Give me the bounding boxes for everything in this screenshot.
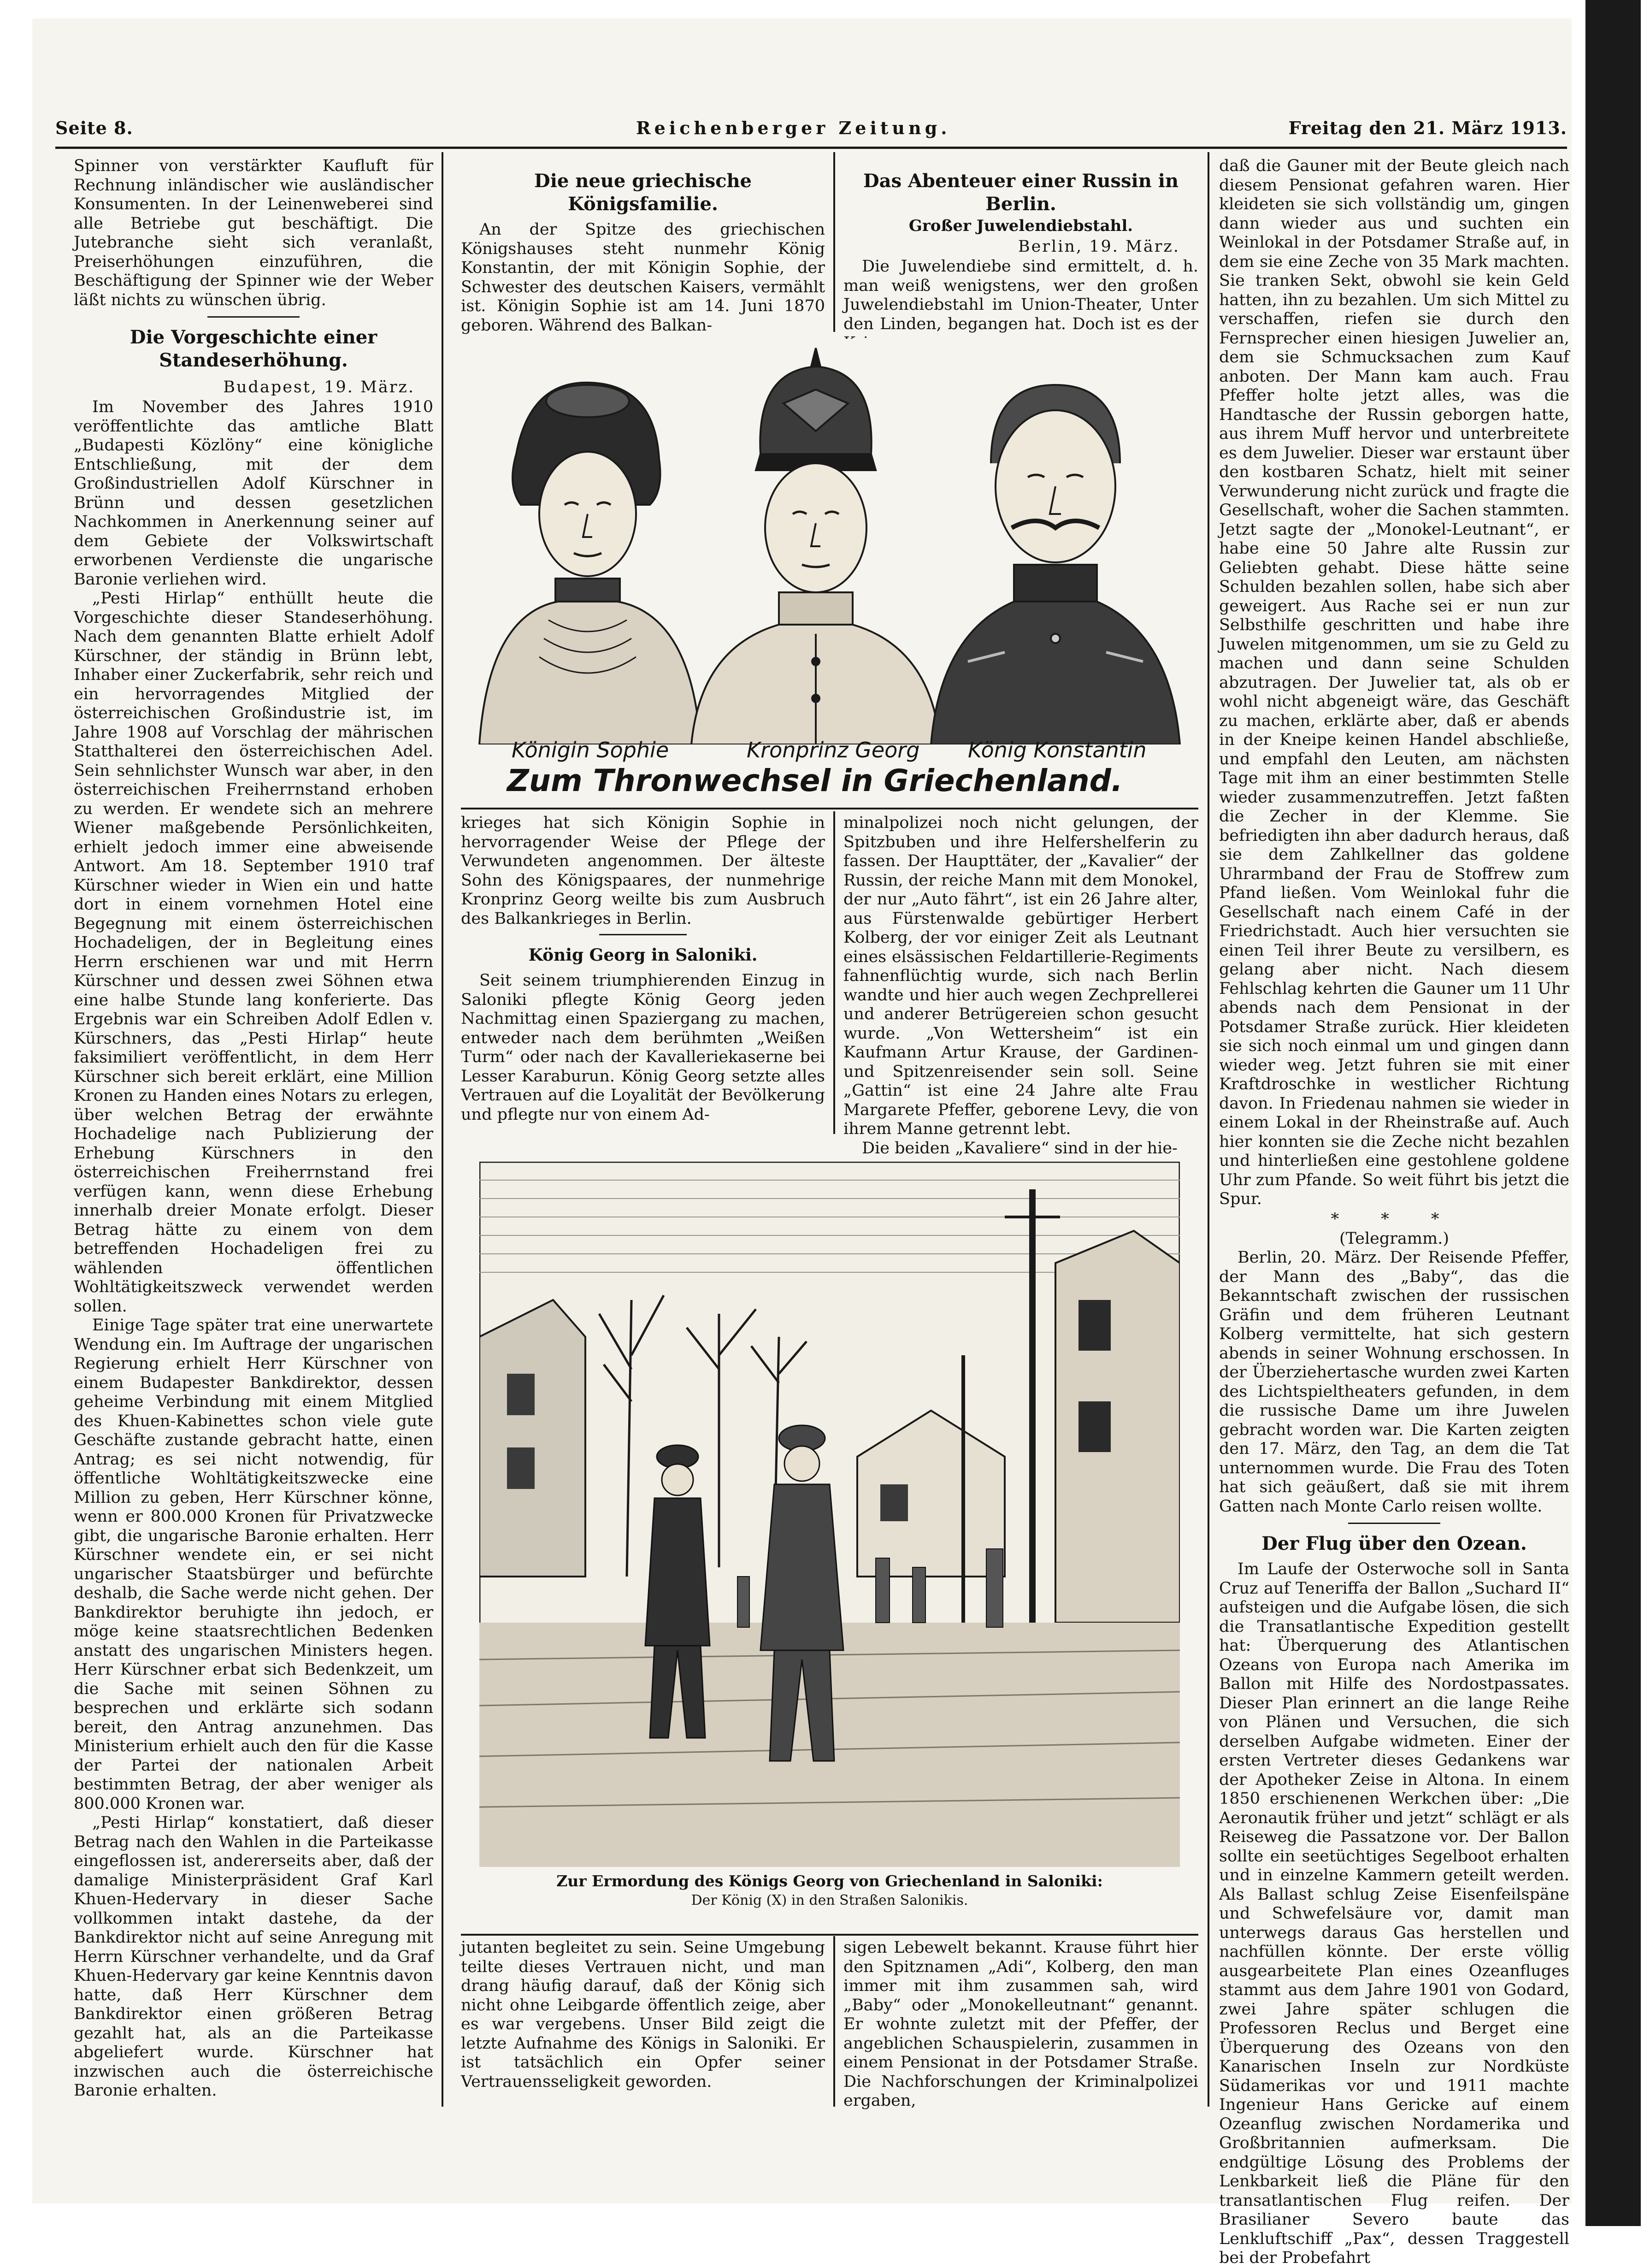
- separator-rule: [207, 316, 300, 318]
- article-paragraph: Die Juwelendiebe sind ermittelt, d. h. man weiß wenigstens, wer den großen Juwelendiebstahl im Union-Theater, Unter den Linden, begangen hat. Doch ist es der: [843, 257, 1198, 333]
- column-rule: [833, 152, 835, 332]
- article-paragraph: Im November des Jahres 1910 veröffentlichte das amtliche Blatt „Budapesti Közlöny“ eine königliche Entschließung, mit der dem Großindustriellen Adolf Kürschner in Brünn und dessen gesetzlichen Nachkommen in Anerkennung seiner auf dem Gebiete der Volkswirtschaft erworbenen Verdienste die ungarische Baronie verliehen wird.: [74, 398, 433, 589]
- article-heading: Die Vorgeschichte einer Standeserhöhung.: [130, 326, 377, 371]
- column-rule: [833, 1936, 835, 2107]
- column-rule: [1208, 152, 1209, 2107]
- column-2-top: [461, 161, 825, 335]
- article-paragraph: jutanten begleitet zu sein. Seine Umgebung teilte dieses Vertrauen nicht, und man drang häufig darauf, daß der König sich nicht ohne Leibgarde öffentlich zeige, aber es war vergebens. Unser Bild zeigt die letzte Aufnahme des Königs in Saloniki. Er ist tatsächlich ein Opfer seiner Vertrauensseligkeit geworden.: [461, 1938, 825, 2091]
- page-label: Seite 8.: [55, 118, 133, 138]
- saloniki-street-illustration: [479, 1162, 1180, 1867]
- column-rule: [833, 811, 835, 1134]
- figure-caption: [479, 1872, 1180, 1910]
- article-paragraph: „Pesti Hirlap“ konstatiert, daß dieser Betrag nach den Wahlen in die Parteikasse eingeflossen ist, andererseits aber, daß der damalige Ministerpräsident Graf Karl Khuen-Hedervary in dieser Sache vollkommen intakt dastehe, da der Bankdirektor nicht auf seine Anregung mit Herrn Kürschner verhandelte, und da Graf Khuen-Hedervary gar keine Kenntnis davon hatte, daß Herr Kürschner dem Bankdirektor einen größeren Betrag gezahlt hat, als an die Parteikasse abgeliefert wurde. Kürschner hat inzwischen auch die österreichische Baronie erhalten.: [74, 1813, 433, 2100]
- article-heading: Die neue griechische Königsfamilie.: [534, 170, 752, 215]
- figure-title: Zum Thronwechsel in Griechenland.: [507, 763, 1123, 798]
- column-rule: [442, 152, 443, 2107]
- separator-rule: [1348, 1523, 1440, 1524]
- article-paragraph: Die beiden „Kavaliere“ sind in der hie-: [862, 1139, 1178, 1158]
- column-1: [74, 157, 433, 2107]
- column-3-middle: [843, 814, 1198, 1158]
- telegram-label: (Telegramm.): [1339, 1229, 1450, 1248]
- portrait-figure: [461, 339, 1198, 804]
- scan-edge: [1585, 0, 1641, 2226]
- article-subheading: Großer Juwelendiebstahl.: [908, 217, 1133, 235]
- column-2-middle: [461, 814, 825, 1155]
- article-paragraph: Einige Tage später trat eine unerwartete Wendung ein. Im Auftrage der ungarischen Regierung erhielt Herr Kürschner von einem Budapester Bankdirektor, dessen geheime Verbindung mit einem Mitglied des Khuen-Kabinettes schon viele gute Geschäfte zustande gebracht hatte, einen Antrag; es sei nicht notwendig, für öffentliche Wohltätigkeitszwecke eine Million zu geben, Herr Kürschner könne, wenn er 800.000 Kronen für Privatzwecke gibt, die ungarische Baronie erhalten. Herr Kürschner wendete ein, er sei nicht ungarischer Staatsbürger und befürchte deshalb, die Sache werde nicht gehen. Der Bankdirektor beruhigte ihn jedoch, er möge keine staatsrechtlichen Bedenken anstatt des ungarischen Ministers hegen. Herr Kürschner erbat sich Bedenkzeit, um die Sache mit seinen Söhnen zu besprechen und erklärte sich sodann bereit, den Antrag anzunehmen. Das Ministerium erhielt auch den für die Kasse der Partei der nationalen Arbeit bestimmten Betrag, der aber weniger als 800.000 Kronen war.: [74, 1316, 433, 1813]
- section-stars: * * *: [1331, 1210, 1458, 1228]
- article-paragraph: „Pesti Hirlap“ enthüllt heute die Vorgeschichte dieser Standeserhöhung. Nach dem genannten Blatte erhielt Adolf Kürschner, der ständig in Brünn lebt, Inhaber einer Zuckerfabrik, sehr reich und ein hervorragendes Mitglied der österreichischen Großindustrie ist, im Jahre 1908 auf Vorschlag der mährischen Statthalterei den österreichischen Adel. Sein sehnlichster Wunsch war aber, in den österreichischen Freiherrnstand erhoben zu werden. Er wendete sich an mehrere Wiener maßgebende Persönlichkeiten, erhielt jedoch immer eine abweisende Antwort. Am 18. September 1910 traf Kürschner wieder in Wien ein und hatte dort in einem vornehmen Hotel eine Begegnung mit einem österreichischen Hochadeligen, der in Begleitung eines Herrn erschienen war und mit Herrn Kürschner und dessen zwei Söhnen etwa eine halbe Stunde lang konferierte. Das Ergebnis war ein Schreiben Adolf Edlen v. Kürschners, das „Pesti Hirlap“ heute faksimiliert veröffentlicht, in dem Herr Kürschner sich bereit erklärt, eine Million Kronen zu Handen eines Notars zu erlegen, über welchen Betrag der erwähnte Hochadelige nach Publizierung der Erhebung Kürschners in den österreichischen Freiherrnstand frei verfügen kann, wenn diese Erhebung innerhalb dreier Monate erfolgt. Dieser Betrag hätte zu einem von dem betreffenden Hochadeligen frei zu wählenden öffentlichen Wohltätigkeitszweck verwendet werden sollen.: [74, 589, 433, 1316]
- article-paragraph: daß die Gauner mit der Beute gleich nach diesem Pensionat gefahren waren. Hier kleideten sie sich vollständig um, gingen dann wieder aus und suchten ein Weinlokal in der Potsdamer Straße auf, in dem sie eine Zeche von 35 Mark machten. Sie tranken Sekt, obwohl sie kein Geld hatten, ihn zu bezahlen. Um sich Mittel zu verschaffen, riefen sie durch den Fernsprecher einen hiesigen Juwelier an, dem sie Schmucksachen zum Kauf anboten. Der Mann kam auch. Frau Pfeffer holte jetzt alles, was die Handtasche der Russin geborgen hatte, aus ihrem Muff hervor und unterbreitete es dem Juwelier. Dieser war erstaunt über den kostbaren Schatz, hielt mit seiner Verwunderung nicht zurück und fragte die Gesellschaft, woher die Sachen stammten. Jetzt sagte der „Monokel-Leutnant“, er habe eine 50 Jahre alte Russin zur Geliebten gehabt. Diese hätte seine Schulden bezahlen sollen, habe sich aber geweigert. Aus Rache sei er nun zur Selbsthilfe geschritten und habe ihre Juwelen mitgenommen, um sie zu Geld zu machen und dann seine Schulden abzutragen. Der Juwelier tat, als ob er wohl nicht abgeneigt wäre, das Geschäft zu machen, erklärte aber, daß er abends in der Kneipe keinen Handel abschließe, und empfahl den Leuten, am nächsten Tage mit ihm an einer bestimmten Stelle wieder zusammenzutreffen. Jetzt faßten die Zecher in der Klemme. Sie befriedigten ihn aber dadurch heraus, daß sie dem Zahlkellner das goldene Uhrarmband der Frau de Stoffrew zum Pfand ließen. Vom Weinlokal fuhr die Gesellschaft nach einem Café in der Friedrichstadt. Auch hier versuchten sie einen Teil ihrer Beute zu versilbern, es gelang aber nicht. Nach diesem Fehlschlag kehrten die Gauner um 11 Uhr abends nach dem Pensionat in der Potsdamer Straße zurück. Hier kleideten sie sich noch einmal um und gingen dann wieder weg. Jetzt fuhren sie mit einer Kraftdroschke in westlicher Richtung davon. In Friedenau nahmen sie wieder in einem Lokal in der Rheinstraße auf. Auch hier konnten sie die Zeche nicht bezahlen und hinterließen eine gestohlene goldene Uhr zum Pfande. So weit führt bis jetzt die Spur.: [1219, 157, 1569, 1208]
- column-3-top: [843, 161, 1198, 332]
- dateline: Budapest, 19. März.: [223, 378, 415, 396]
- article-paragraph: minalpolizei noch nicht gelungen, der Spitzbuben und ihre Helfershelferin zu fassen. Der Haupttäter, der „Kavalier“ der Russin, der reiche Mann mit dem Monokel, der nur „Auto fährt“, ist ein 26 Jahre alter, aus Fürstenwalde gebürtiger Herbert Kolberg, der vor einiger Zeit als Leutnant eines elsässischen Feldartillerie-Regiments fahnenflüchtig wurde, sich nach Berlin wandte und hier auch wegen Zechprellerei und anderer Betrügereien schon gesucht wurde. „Von Wettersheim“ ist ein Kaufmann Artur Krause, der Gardinen- und Spitzenreisender sein soll. Seine „Gattin“ ist eine 24 Jahre alte Frau Margarete Pfeffer, geborene Levy, die von ihrem Manne getrennt lebt.: [843, 814, 1198, 1138]
- portrait-label: Kronprinz Georg: [747, 738, 920, 762]
- column-4: [1219, 157, 1569, 2267]
- street-figure: [479, 1162, 1180, 1908]
- article-heading: Das Abenteuer einer Russin in Berlin.: [863, 170, 1179, 215]
- column-2-bottom: [461, 1938, 825, 2104]
- article-paragraph: sigen Lebewelt bekannt. Krause führt hier den Spitznamen „Adi“, Kolberg, den man immer mit ihm zusammen sah, wird „Baby“ oder „Monokelleutnant“ genannt. Er wohnte zuletzt mit der Pfeffer, der angeblichen Schauspielerin, zusammen in einem Pensionat in der Potsdamer Straße. Die Nachforschungen der Kriminalpolizei ergaben,: [843, 1938, 1198, 2110]
- article-paragraph: Im Laufe der Osterwoche soll in Santa Cruz auf Teneriffa der Ballon „Suchard II“ aufsteigen und die Aufgabe lösen, die sich die Transatlantische Expedition gestellt hat: Überquerung des Atlantischen Ozeans von Europa nach Amerika im Ballon mit Hilfe des Nordostpassates. Dieser Plan erinnert an die lange Reihe von Plänen und Versuchen, die sich derselben Aufgabe widmeten. Einer der ersten Vertreter dieses Gedankens war der Apotheker Zeise in Altona. In einem 1850 erschienenen Werkchen über: „Die Aeronautik früher und jetzt“ schlägt er als Reiseweg die Passatzone vor. Der Ballon sollte ein seetüchtiges Segelboot erhalten und in einzelne Kammern geteilt werden. Als Ballast schlug Zeise Eisenfeilspäne und Schwefelsäure vor, damit man unterwegs daraus Gas herstellen und nachfüllen könnte. Der erste völlig ausgearbeitete Plan eines Ozeanfluges stammt aus dem Jahre 1901 von Godard, zwei Jahre später schlugen die Professoren Reclus und Berget eine Überquerung des Ozeans von den Kanarischen Inseln zur Nordküste Südamerikas vor und 1911 machte Ingenieur Hans Gericke auf einem Ozeanflug zwischen Nordamerika und Großbritannien aufmerksam. Die endgültige Lösung des Problems der Lenkbarkeit ließ die Pläne für den transatlantischen Flug reifen. Der Brasilianer Severo baute das Lenkluftschiff „Pax“, dessen Traggestell bei der Probefahrt: [1219, 1560, 1569, 2267]
- portrait-label: König Konstantin: [968, 738, 1147, 762]
- column-3-bottom: [843, 1938, 1198, 2110]
- figure-rule: [461, 1934, 1198, 1936]
- figure-rule: [461, 808, 1198, 809]
- caption-small: Der König (X) in den Straßen Salonikis.: [691, 1892, 968, 1908]
- header-rule: [55, 147, 1567, 149]
- article-paragraph: krieges hat sich Königin Sophie in hervorragender Weise der Pflege der Verwundeten angenommen. Der älteste Sohn des Königspaares, der nunmehrige Kronprinz Georg weilte bis zum Ausbruch des Balkankrieges in Berlin.: [461, 814, 825, 928]
- article-fragment: Spinner von verstärkter Kaufluft für Rechnung inländischer wie ausländischer Konsumenten. In der Leinenweberei sind alle Betriebe gut beschäftigt. Die Jutebranche sieht sich veranlaßt, Preiserhöhungen einzuführen, die Beschäftigung der Spinner wie der Weber läßt nichts zu wünschen übrig.: [74, 157, 433, 309]
- dateline: Berlin, 19. März.: [1018, 237, 1180, 256]
- article-paragraph: Berlin, 20. März. Der Reisende Pfeffer, der Mann des „Baby“, das die Bekanntschaft zwischen der russischen Gräfin und dem früheren Leutnant Kolberg vermittelte, hat sich gestern abends in seiner Wohnung erschossen. In der Überziehertasche wurden zwei Karten des Lichtspieltheaters gefunden, in dem die russische Dame um ihre Juwelen gebracht worden war. Die Karten zeigten den 17. März, den Tag, an dem die Tat unternommen wurde. Die Frau des Toten hat sich geäußert, daß sie mit ihrem Gatten nach Monte Carlo reisen wollte.: [1219, 1248, 1569, 1516]
- portrait-label: Königin Sophie: [512, 738, 669, 762]
- issue-date: Freitag den 21. März 1913.: [1288, 118, 1567, 138]
- running-head: [55, 118, 1567, 145]
- paper-title: Reichenberger Zeitung.: [636, 118, 951, 138]
- separator-rule: [599, 934, 687, 935]
- article-heading: Der Flug über den Ozean.: [1261, 1533, 1527, 1554]
- article-paragraph: Seit seinem triumphierenden Einzug in Saloniki pflegte König Georg jeden Nachmittag einen Spaziergang zu machen, entweder nach dem berühmten „Weißen Turm“ oder nach der Kavalleriekaserne bei Lesser Karaburun. König Georg setzte alles Vertrauen auf die Loyalität der Bevölkerung und pflegte nur von einem Ad-: [461, 971, 825, 1124]
- royal-portraits: [461, 339, 1198, 744]
- article-heading: König Georg in Saloniki.: [528, 945, 758, 965]
- article-paragraph: An der Spitze des griechischen Königshauses steht nunmehr König Konstantin, der mit Königin Sophie, der Schwester des deutschen Kaisers, vermählt ist. Königin Sophie ist am 14. Juni 1870 geboren. Während des Balkan-: [461, 220, 825, 335]
- caption-bold: Zur Ermordung des Königs Georg von Griechenland in Saloniki:: [556, 1872, 1103, 1890]
